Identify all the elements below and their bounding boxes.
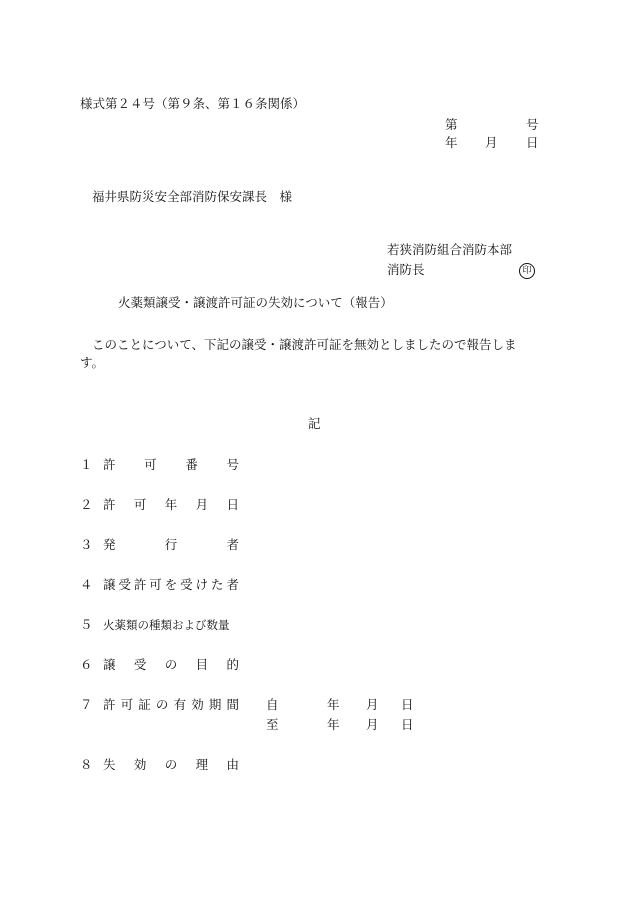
body-line-1: このことについて、下記の譲受・譲渡許可証を無効としましたので報告しま <box>92 337 517 352</box>
item-label: 譲 受 の 目 的 <box>103 657 239 672</box>
period-from-label: 自 <box>266 697 279 712</box>
period-from-year: 年 <box>327 697 340 712</box>
sender-organization: 若狭消防組合消防本部 <box>387 242 513 257</box>
document-date-month: 月 <box>485 135 498 150</box>
item-label: 発 行 者 <box>103 537 239 552</box>
body-line-2: す。 <box>80 355 105 370</box>
item-number: ４ <box>80 577 93 592</box>
item-label: 許 可 年 月 日 <box>103 497 239 512</box>
item-label: 失 効 の 理 由 <box>103 757 239 772</box>
period-to-label: 至 <box>266 717 279 732</box>
document-number-suffix: 号 <box>526 117 539 132</box>
seal-icon: 印 <box>519 263 535 279</box>
item-number: ８ <box>80 757 93 772</box>
addressee: 福井県防災安全部消防保安課長 様 <box>92 189 293 204</box>
item-number: ７ <box>80 697 93 712</box>
period-to-day: 日 <box>401 717 414 732</box>
item-number: ５ <box>80 617 93 632</box>
document-number-prefix: 第 <box>445 117 458 132</box>
period-from-day: 日 <box>401 697 414 712</box>
period-from-month: 月 <box>366 697 379 712</box>
form-label: 様式第２４号（第９条、第１６条関係） <box>80 96 306 111</box>
subject-title: 火薬類譲受・譲渡許可証の失効について（報告） <box>118 295 393 310</box>
document-date-year: 年 <box>445 135 458 150</box>
item-label: 許 可 証 の 有 効 期 間 <box>103 697 239 712</box>
document-date-day: 日 <box>526 135 539 150</box>
item-number: １ <box>80 457 93 472</box>
period-to-year: 年 <box>327 717 340 732</box>
item-number: ６ <box>80 657 93 672</box>
item-number: ２ <box>80 497 93 512</box>
item-number: ３ <box>80 537 93 552</box>
item-label: 火薬類の種類および数量 <box>103 618 230 632</box>
period-to-month: 月 <box>366 717 379 732</box>
item-label: 許 可 番 号 <box>103 457 239 472</box>
ki-heading: 記 <box>308 416 321 431</box>
seal-mark <box>519 262 535 279</box>
sender-title: 消防長 <box>387 262 425 277</box>
item-label: 譲 受 許 可 を 受 け た 者 <box>103 577 239 592</box>
